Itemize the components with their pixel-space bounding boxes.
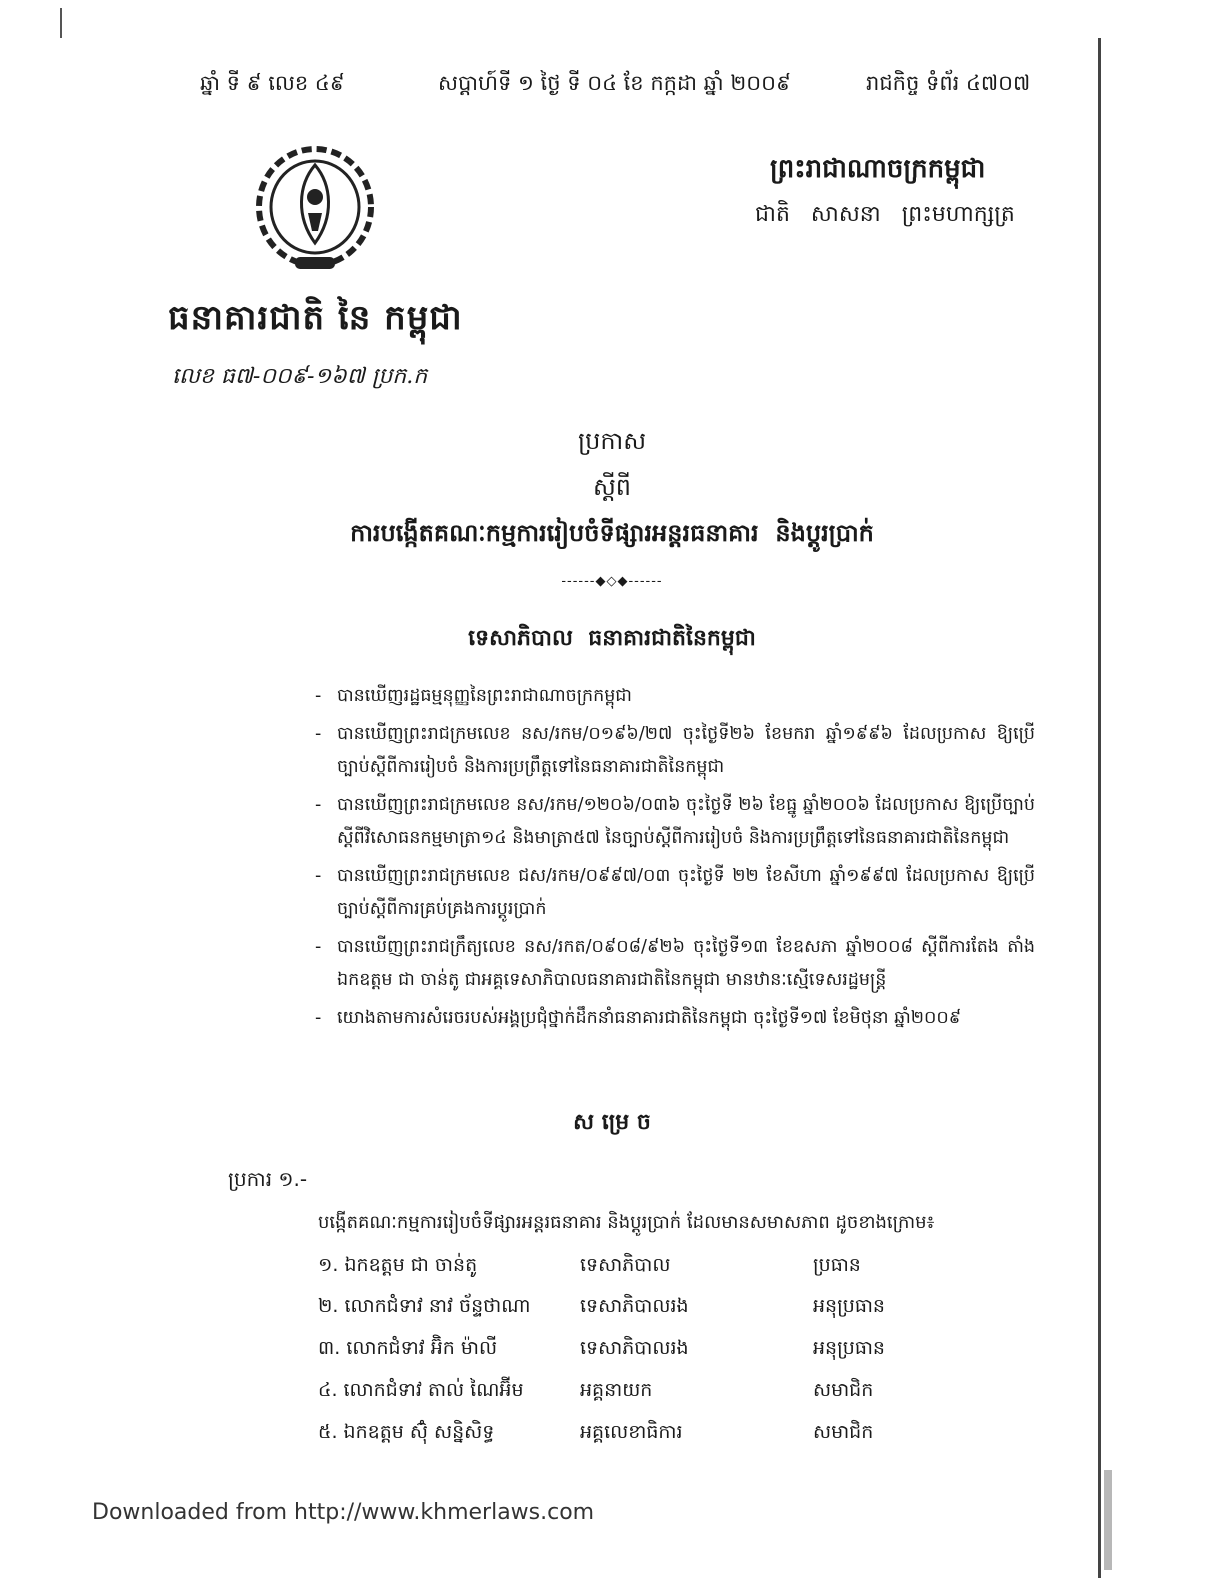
header-gazette-page: រាជកិច្ច ទំព័រ ៤៧០៧ [866, 71, 1031, 95]
member-name: ៤. លោកជំទាវ តាល់ ណៃអ៊ីម [318, 1379, 524, 1401]
member-role: ប្រធាន [813, 1254, 861, 1276]
member-position: អគ្គលេខាធិការ [580, 1421, 683, 1443]
member-role: សមាជិក [813, 1421, 874, 1443]
kingdom-motto: ជាតិ សាសនា ព្រះមហាក្សត្រ [755, 202, 1015, 227]
bank-name: ធនាគារជាតិ នៃ កម្ពុជា [168, 298, 463, 338]
header-year-issue: ឆ្នាំ ទី ៩ លេខ ៤៩ [200, 71, 345, 95]
preamble-item: - បានឃើញព្រះរាជក្រមលេខ នស/រកម/០១៩៦/២៧ ចុះថ្ងៃទី២៦ ខែមករា ឆ្នាំ១៩៩៦ ដែលប្រកាស ឱ្យប្រើច្បាប់ស្តីពីការរៀបចំ និងការប្រព្រឹត្តទៅនៃធនាគារជាតិនៃកម្ពុជា [315, 724, 1035, 777]
document-type: ប្រកាស [577, 427, 647, 455]
member-name: ២. លោកជំទាវ នាវ ច័ន្ទថាណា [318, 1295, 531, 1317]
member-position: ទេសាភិបាលរង [580, 1337, 689, 1359]
member-role: អនុប្រធាន [813, 1337, 885, 1359]
preamble-item: - បានឃើញព្រះរាជក្រមលេខ នស/រកម/១២០៦/០៣៦ ចុះថ្ងៃទី ២៦ ខែធ្នូ ឆ្នាំ២០០៦ ដែលប្រកាស ឱ្យប្រើច្បាប់ស្តីពីវិសោធនកម្មមាត្រា១៤ និងមាត្រា៥៧ នៃច្បាប់ស្តីពីការរៀបចំ និងការប្រព្រឹត្តទៅនៃធនាគារជាតិនៃកម្ពុជា [315, 795, 1035, 848]
document-subject: ការបង្កើតគណៈកម្មការរៀបចំទីផ្សារអន្តរធនាគារ និងប្តូរប្រាក់ [350, 519, 874, 547]
member-position: ទេសាភិបាលរង [580, 1295, 689, 1317]
member-row [318, 1336, 938, 1366]
member-position: ទេសាភិបាល [580, 1254, 671, 1276]
member-row [318, 1378, 938, 1408]
title-separator: ------◆◇◆------ [561, 574, 663, 589]
issuing-authority: ទេសាភិបាល ធនាគារជាតិនៃកម្ពុជា [468, 626, 756, 651]
member-name: ១. ឯកឧត្តម ជា ចាន់តូ [318, 1254, 478, 1276]
reference-number: លេខ ធ៧-០០៩-១៦៧ ប្រក.ក [172, 364, 428, 389]
article-1-label: ប្រការ ១.- [228, 1167, 308, 1191]
member-role: អនុប្រធាន [813, 1295, 885, 1317]
scan-edge-line-left [60, 8, 62, 38]
member-row [318, 1294, 938, 1324]
preamble-item: - បានឃើញព្រះរាជក្រឹត្យលេខ នស/រកត/០៩០៨/៩២៦ ចុះថ្ងៃទី១៣ ខែឧសភា ឆ្នាំ២០០៨ ស្តីពីការតែង តាំង ឯកឧត្តម ជា ចាន់តូ ជាអគ្គទេសាភិបាលធនាគារជាតិនៃកម្ពុជា មានឋានៈស្មើទេសរដ្ឋមន្ត្រី [315, 937, 1035, 990]
bank-emblem-icon [250, 135, 380, 280]
header-week-date: សប្តាហ៍ទី ១ ថ្ងៃ ទី ០៤ ខែ កក្កដា ឆ្នាំ ២០០៩ [438, 71, 791, 95]
decision-heading: ស ម្រេ ច [573, 1110, 651, 1135]
member-position: អគ្គនាយក [580, 1379, 653, 1401]
scan-edge-line-right [1098, 38, 1101, 1578]
member-role: សមាជិក [813, 1379, 874, 1401]
title-about: ស្តីពី [592, 473, 632, 501]
preamble-list [315, 680, 1035, 1040]
scan-noise-strip [1104, 1470, 1112, 1570]
article-1-text: បង្កើតគណៈកម្មការរៀបចំទីផ្សារអន្តរធនាគារ និងប្តូរប្រាក់ ដែលមានសមាសភាព ដូចខាងក្រោម៖ [318, 1212, 935, 1233]
member-name: ៣. លោកជំទាវ អ៊ិក ម៉ាលី [318, 1337, 498, 1359]
download-source-link[interactable]: Downloaded from http://www.khmerlaws.com [92, 1500, 595, 1525]
member-row [318, 1253, 938, 1283]
preamble-item: - បានឃើញព្រះរាជក្រមលេខ ជស/រកម/០៩៩៧/០៣ ចុះថ្ងៃទី ២២ ខែសីហា ឆ្នាំ១៩៩៧ ដែលប្រកាស ឱ្យប្រើច្បាប់ស្តីពីការគ្រប់គ្រងការប្តូរប្រាក់ [315, 866, 1035, 919]
member-name: ៥. ឯកឧត្តម ស៊ុំ សន្និសិទ្ធ [318, 1421, 495, 1443]
preamble-item: - យោងតាមការសំរេចរបស់អង្គប្រជុំថ្នាក់ដឹកនាំធនាគារជាតិនៃកម្ពុជា ចុះថ្ងៃទី១៧ ខែមិថុនា ឆ្នាំ២០០៩ [315, 1008, 962, 1028]
member-row [318, 1420, 938, 1450]
preamble-item: - បានឃើញរដ្ឋធម្មនុញ្ញនៃព្រះរាជាណាចក្រកម្ពុជា [315, 686, 632, 706]
kingdom-name: ព្រះរាជាណាចក្រកម្ពុជា [770, 154, 986, 184]
